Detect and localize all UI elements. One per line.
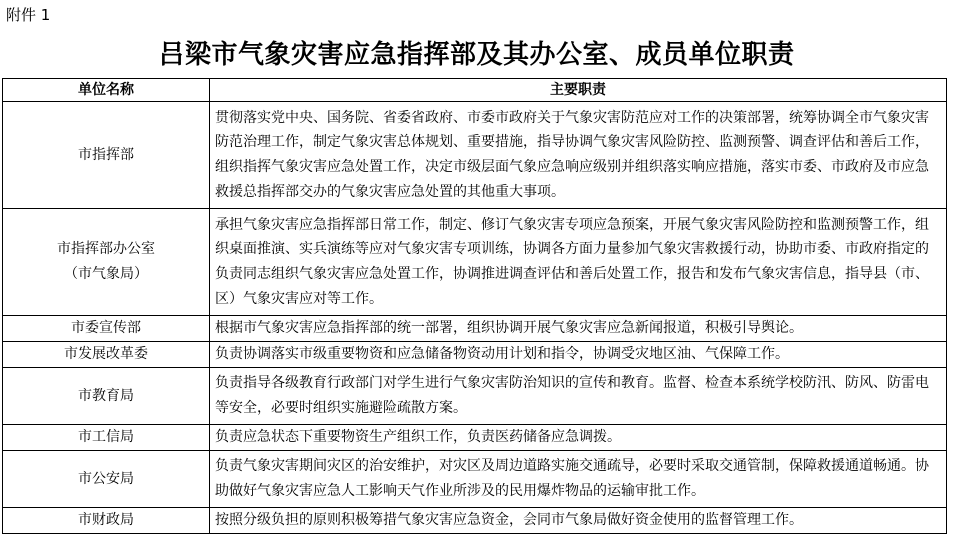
table-header-row — [3, 79, 947, 102]
unit-name: 市工信局 — [78, 429, 134, 446]
table-row — [3, 368, 947, 425]
table-row — [3, 209, 947, 316]
unit-cell — [3, 425, 210, 451]
unit-name: 市财政局 — [78, 512, 134, 529]
duty-cell: 按照分级负担的原则积极筹措气象灾害应急资金，会同市气象局做好资金使用的监督管理工作。 — [210, 508, 947, 534]
unit-name: 市公安局 — [78, 470, 134, 487]
unit-name: 市指挥部 — [78, 146, 134, 163]
unit-cell — [3, 209, 210, 316]
table-row — [3, 342, 947, 368]
header-unit: 单位名称 — [3, 79, 210, 102]
duty-cell: 负责应急状态下重要物资生产组织工作，负责医药储备应急调拨。 — [210, 425, 947, 451]
unit-cell — [3, 368, 210, 425]
unit-cell — [3, 342, 210, 368]
attachment-label: 附件 1 — [6, 6, 51, 24]
unit-cell — [3, 451, 210, 508]
duty-cell: 负责气象灾害期间灾区的治安维护，对灾区及周边道路实施交通疏导，必要时采取交通管制，保障救援通道畅通。协助做好气象灾害应急人工影响天气作业所涉及的民用爆炸物品的运输审批工作。 — [210, 451, 947, 508]
duty-cell: 贯彻落实党中央、国务院、省委省政府、市委市政府关于气象灾害防范应对工作的决策部署，统筹协调全市气象灾害防范治理工作，制定气象灾害总体规划、重要措施，指导协调气象灾害风险防控、监测预警、调查评估和善后工作，组织指挥气象灾害应急处置工作，决定市级层面气象应急响应级别并组织落实响应措施，落实市委、市政府及市应急救援总指挥部交办的气象灾害应急处置的其他重大事项。 — [210, 102, 947, 209]
table-row — [3, 451, 947, 508]
unit-cell — [3, 102, 210, 209]
unit-name: 市指挥部办公室 — [57, 241, 155, 258]
duty-cell: 根据市气象灾害应急指挥部的统一部署，组织协调开展气象灾害应急新闻报道，积极引导舆论。 — [210, 316, 947, 342]
unit-name-sub: （市气象局） — [64, 266, 148, 282]
duty-table — [2, 78, 947, 534]
header-duty: 主要职责 — [210, 79, 947, 102]
unit-name: 市教育局 — [78, 387, 134, 404]
duty-cell: 负责指导各级教育行政部门对学生进行气象灾害防治知识的宣传和教育。监督、检查本系统学校防汛、防风、防雷电等安全，必要时组织实施避险疏散方案。 — [210, 368, 947, 425]
unit-cell — [3, 508, 210, 534]
duty-cell: 负责协调落实市级重要物资和应急储备物资动用计划和指令，协调受灾地区油、气保障工作。 — [210, 342, 947, 368]
table-row — [3, 425, 947, 451]
duty-cell: 承担气象灾害应急指挥部日常工作，制定、修订气象灾害专项应急预案，开展气象灾害风险防控和监测预警工作，组织桌面推演、实兵演练等应对气象灾害专项训练，协调各方面力量参加气象灾害救援行动，协助市委、市政府指定的负责同志组织气象灾害应急处置工作，协调推进调查评估和善后处置工作，报告和发布气象灾害信息，指导县（市、区）气象灾害应对等工作。 — [210, 209, 947, 316]
table-row — [3, 316, 947, 342]
unit-cell — [3, 316, 210, 342]
table-row — [3, 102, 947, 209]
unit-name: 市委宣传部 — [71, 320, 141, 337]
page-title: 吕梁市气象灾害应急指挥部及其办公室、成员单位职责 — [158, 40, 795, 70]
unit-name: 市发展改革委 — [64, 346, 148, 363]
table-row — [3, 508, 947, 534]
